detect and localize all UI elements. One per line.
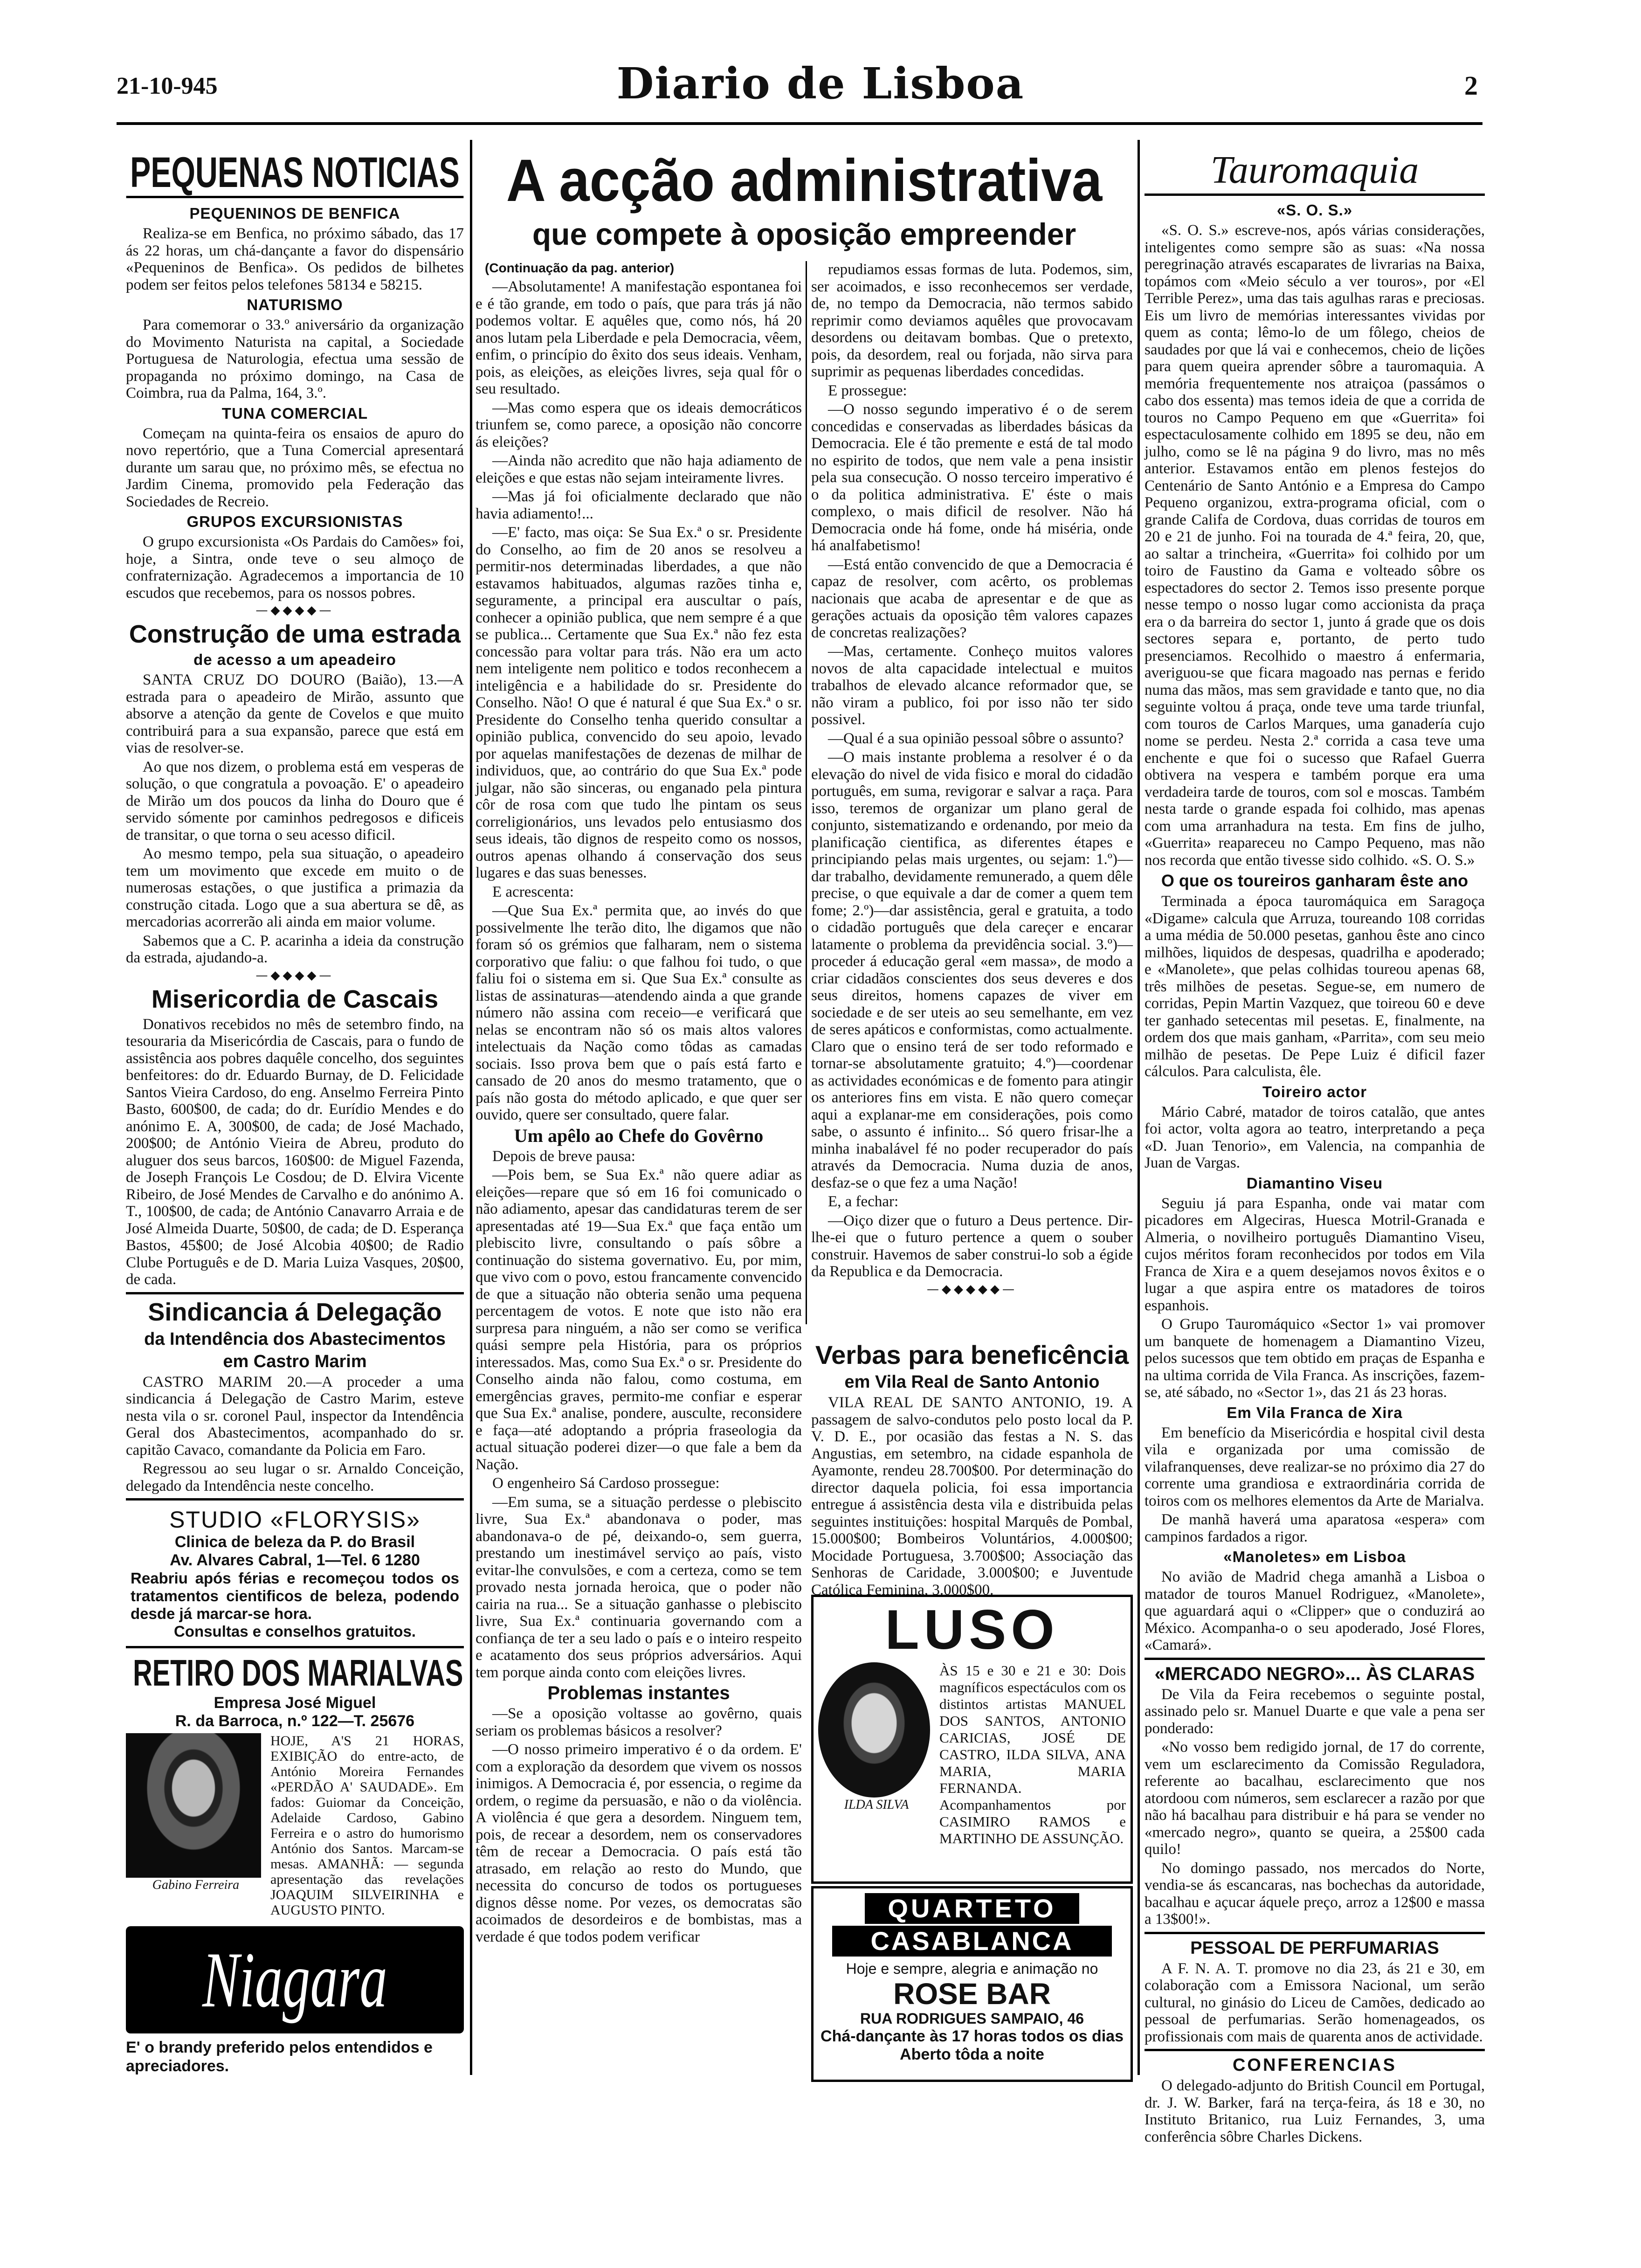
studio-line2: Av. Alvares Cabral, 1—Tel. 6 1280 xyxy=(170,1551,420,1569)
section-rule xyxy=(126,1498,464,1500)
article-paragraph: —O nosso segundo imperativo é o de serem concedidas e conservadas as liberdades básicas da Democracia. Ele é tão premente e está de tal modo no espirito de todos, que nem vale a pena insistir pela sua consecução. O nosso terceiro imperativo é o da politica administrativa. E' éste o mais complexo, o mais dificil de resolver. Não há Democracia onde há fome, onde há miséria, onde há analfabetismo! xyxy=(811,401,1133,554)
verbas-sub: em Vila Real de Santo Antonio xyxy=(844,1372,1100,1392)
separator: —◆◆◆◆◆— xyxy=(927,1282,1017,1296)
studio-line4: Consultas e conselhos gratuitos. xyxy=(174,1623,416,1640)
retiro-text: HOJE, A'S 21 HORAS, EXIBIÇÃO do entre-acto, de António Moreira Fernandes «PERDÃO A' SAUDADE». Em fados: Guiomar da Conceição, Adelaide Cardoso, Gabino Ferreira e o astro do humorismo António dos Santos. Marcam-se mesas. AMANHÃ: — segunda apresentação das revelações JOAQUIM SILVEIRINHA e AUGUSTO PINTO. xyxy=(270,1733,464,1918)
sindicancia-p1: CASTRO MARIM 20.—A proceder a uma sindicancia á Delegação de Castro Marim, esteve nesta vila o sr. coronel Paul, inspector da Intendência Geral dos Abastecimentos, acompanhado do sr. capitão Cavaco, comandante da Policia em Faro. xyxy=(126,1373,464,1459)
article-paragraph: —Mas, certamente. Conheço muitos valores novos de alta capacidade intelectual e muitos trabalhos de elevado alcance reformador que, se não viram a publico, foi por isso não ter sido possivel. xyxy=(811,643,1133,728)
vila-franca-p1: Em benefício da Misericórdia e hospital civil desta vila e organizada por uma comissão de vilafranquenses, deve realizar-se no próximo dia 27 do corrente uma grandiosa e extraordinária corrida de toiros com os melhores elementos da Arte de Marialva. xyxy=(1145,1424,1485,1509)
issue-date: 21-10-945 xyxy=(117,73,218,99)
sindicancia-p2: Regressou ao seu lugar o sr. Arnaldo Conceição, delegado da Intendência neste concelho. xyxy=(126,1460,464,1494)
perfumarias-head: PESSOAL DE PERFUMARIAS xyxy=(1190,1938,1439,1958)
cascais-title: Misericordia de Cascais xyxy=(151,985,439,1013)
naturismo-text: Para comemorar o 33.º aniversário da organização do Movimento Naturista na capital, a Sociedade Portuguesa de Naturologia, efectua uma sessão de propaganda no próximo domingo, na Casa de Coimbra, rua da Palma, 164, 3.º. xyxy=(126,317,464,401)
retiro-title: RETIRO DOS MARIALVAS xyxy=(133,1652,463,1694)
article-paragraph: —Qual é a sua opinião pessoal sôbre o assunto? xyxy=(828,730,1124,747)
article-col-2 xyxy=(811,261,1133,1334)
section-rule xyxy=(1145,2049,1485,2051)
luso-text: ÀS 15 e 30 e 21 e 30: Dois magníficos espectáculos com os distintos artistas MANUEL DOS SANTOS, ANTONIO CARICIAS, JOSÉ DE CASTRO, ILDA SILVA, ANA MARIA, MARIA FERNANDA. Acompanhamentos por CASIMIRO RAMOS e MARTINHO DE ASSUNÇÃO. xyxy=(939,1662,1126,1846)
separator: —◆◆◆◆— xyxy=(255,968,334,982)
quarteto-line3: Hoje e sempre, alegria e animação no xyxy=(846,1960,1098,1977)
luso-title: LUSO xyxy=(885,1598,1059,1661)
estrada-sub: de acesso a um apeadeiro xyxy=(193,651,396,668)
toireiro-text: Mário Cabré, matador de toiros catalão, que antes foi actor, volta agora ao teatro, interpretando a peça «D. Juan Tenorio», em Valencia, na companhia de Juan de Vargas. xyxy=(1145,1103,1485,1171)
article-paragraph: —Ainda não acredito que não haja adiamento de eleições e que estas não sejam inteiramente livres. xyxy=(476,452,802,486)
studio-line1: Clinica de beleza da P. do Brasil xyxy=(174,1533,415,1551)
diamantino-p2: O Grupo Tauromáquico «Sector 1» vai promover um banquete de homenagem a Diamantino Vizeu, pelos sucessos que tem obtido em praças de Espanha e na ultima corrida de Vila Franca. As inscrições, fazem-se, até sábado, no «Sector 1», das 21 ás 23 horas. xyxy=(1145,1316,1485,1401)
mercado-p2: «No vosso bem redigido jornal, de 17 do corrente, vem um esclarecimento da Comissão Reguladora, referente ao bacalhau, esclarecimento que nos atordoou com números, sem esclarecer a razão por que não há bacalhau para distribuir e há para se vender no «mercado negro», quanto se queira, a 25$00 cada quilo! xyxy=(1145,1739,1485,1858)
retiro-line2: R. da Barroca, n.º 122—T. 25676 xyxy=(175,1712,415,1730)
article-paragraph: —Pois bem, se Sua Ex.ª não quere adiar as eleições—repare que só em 16 foi comunicado o não adiamento, apesar das candidaturas terem de ser apresentadas até 19—Sua Ex.ª que faça então um plebiscito livre, consultando o país sôbre a continuação do sistema governativo. Eu, por mim, que vivo com o povo, estou francamente convencido de que a situação não obteria senão uma pequena percentagem de votos. E note que isto não era surpresa para ninguém, a não ser como se verifica quási sempre pela História, para os próprios interessados. Mas, como Sua Ex.ª o sr. Presidente do Conselho ainda não falou, como costuma, em emergências graves, permito-me confiar e esperar que Sua Ex.ª analise, pondere, ausculte, reconsidere e faça—até adoptando a própria fraseologia da actual situação poderei dizer—o que fale a bem da Nação. xyxy=(476,1167,802,1473)
luso-caption: ILDA SILVA xyxy=(844,1798,909,1812)
toureiros-head: O que os toureiros ganharam êste ano xyxy=(1161,871,1469,890)
naturismo-head: NATURISMO xyxy=(247,296,343,313)
verbas-text: VILA REAL DE SANTO ANTONIO, 19. A passagem de salvo-condutos pelo posto local da P. V. D. E., por ocasião das festas a N. S. das Angustias, em setembro, na cidade espanhola de Ayamonte, rendeu 28.700$00. Por determinação do director daquela policia, foi essa importancia entregue á assistência desta vila e distribuida pelas seguintes instituições: hospital Marquês de Pombal, 15.000$00; Bombeiros Voluntários, 4.000$00; Mocidade Portuguesa, 3.700$00; Associação das Senhoras de Caridade, 3.000$00; e Juventude Católica Feminina, 3.000$00. xyxy=(811,1394,1133,1598)
niagara-logo-box xyxy=(126,1926,464,2033)
tauromaquia-title: Tauromaquia xyxy=(1145,147,1485,196)
article-paragraph: Depois de breve pausa: xyxy=(492,1148,635,1165)
sos-head: «S. O. S.» xyxy=(1276,201,1353,219)
quarteto-line5: RUA RODRIGUES SAMPAIO, 46 xyxy=(860,2010,1084,2027)
tuna-head: TUNA COMERCIAL xyxy=(221,404,368,422)
cascais-text: Donativos recebidos no mês de setembro findo, na tesouraria da Misericórdia de Cascais, para o fundo de assistência aos pobres daquêle concelho, dos seguintes benfeitores: do dr. Eduardo Burnay, de D. Felicidade Santos Vieira Cardoso, do eng. Anselmo Ferreira Pinto Basto, 600$00, de cada; do dr. Eurídio Mendes e do anónimo E. A, 300$00, de cada; de José Machado, 200$00; de António Vieira de Abreu, produto do aluguer dos seus barcos, 160$00: de Miguel Fazenda, de Joseph François Le Cosdou; de D. Elvira Vicente Ribeiro, de José Mendes de Carvalho e do anónimo A. T., 100$00, de cada; de António Canavarro Arraia e de José Almeida Duarte, 50$00, de cada; de D. Esperança Bastos, 45$00; de José Alcobia 40$00; de Radio Clube Português e de D. Maria Luiza Vasques, 20$00, de cada. xyxy=(126,1016,464,1288)
article-paragraph: —Oiço dizer que o futuro a Deus pertence. Dir-lhe-ei que o futuro pertence a quem o souber construir. Havemos de saber construi-lo sob a égide da Republica e da Democracia. xyxy=(811,1212,1133,1280)
article-paragraph: —Mas já foi oficialmente declarado que não havia adiamento!... xyxy=(476,488,802,522)
vila-franca-head: Em Vila Franca de Xira xyxy=(1227,1404,1403,1421)
article-paragraph: —Que Sua Ex.ª permita que, ao invés do que possivelmente lhe terão dito, lhe digamos que não foram só os grémios que falharam, nem o sistema corporativo que faliu: o que falhou foi tudo, o que faliu foi o sistema em si. Que Sua Ex.ª consulte as listas de assinaturas—atendendo ainda a que grande número não assina com receio—e verificará que nelas se encontram não só os mais altos valores intelectuais da Nação como tôdas as camadas sociais. Isso prova bem que o país está farto e cansado de 20 anos do mesmo tratamento, que o país não gosta do método aplicado, e que quer ser ouvido, quere ser consultado, quere falar. xyxy=(476,902,802,1123)
quarteto-line6: Chá-dançante às 17 horas todos os dias xyxy=(820,2027,1124,2045)
problemas-head: Problemas instantes xyxy=(547,1683,730,1703)
sindicancia-sub1: da Intendência dos Abastecimentos xyxy=(144,1329,446,1349)
niagara-text: E' o brandy preferido pelos entendidos e apreciadores. xyxy=(126,2039,433,2075)
column-divider xyxy=(1138,140,1140,2075)
article-paragraph: —O mais instante problema a resolver é o da elevação do nivel de vida fisico e moral do cidadão português, em suma, revigorar e salvar a raça. Para isso, teremos de organizar um plano geral de conjunto, sistematizando e ordenando, por meio da planificação cientifica, as diferentes étapes e principiando pelas mais urgentes, ou sejam: 1.º)—dar trabalho, devidamente remunerado, a quem dêle precise, o que equivale a dar de comer a quem tem fome; 2.º)—dar assistência, geral e gratuita, a todo o cidadão português que dela careçer e encarar latamente o problema da previdência social. 3.º)—proceder á educação geral «em massa», de modo a criar cidadãos conscientes dos seus deveres e dos seus direitos, homens capazes de viver em sociedade e de ser uteis ao seu semelhante, em vez de seres apáticos e conformistas, como actualmente. Claro que o ensino terá de ser todo reformado e tornar-se absolutamente gratuito; 4.º)—coordenar as actividades económicas e de fomento para atingir os anteriores fins em vista. E não quero começar aqui a explanar-me em considerações, pois como sabe, o assunto é infinito... Só quero frisar-lhe a minha inabalável fé no poder recuperador do país através da Democracia. Numa duzia de anos, desfaz-se o que fez a uma Nação! xyxy=(811,749,1133,1191)
section-rule xyxy=(1145,1658,1485,1660)
manoletes-text: No avião de Madrid chega amanhã a Lisboa o matador de touros Manuel Rodriguez, «Manolete», que aguardará aqui o «Clipper» que o conduzirá ao México. Acompanha-o o seu apoderado, José Flores, «Camará». xyxy=(1145,1569,1485,1653)
pequeninos-text: Realiza-se em Benfica, no próximo sábado, das 17 ás 22 horas, um chá-dançante a favor do dispensário «Pequeninos de Benfica». Os pedidos de bilhetes podem ser feitos pelos telefones 58134 e 58215. xyxy=(126,225,464,293)
quarteto-line7: Aberto tôda a noite xyxy=(900,2046,1044,2063)
mercado-head: «MERCADO NEGRO»... ÀS CLARAS xyxy=(1154,1663,1475,1684)
section-rule xyxy=(1145,1932,1485,1934)
estrada-p3: Ao mesmo tempo, pela sua situação, o apeadeiro tem um movimento que excede em muito o de numerosas estações, o que justifica a primazia da construção citada. Logo que a sua abertura se dê, as mercadorias acorrerão ali ainda em maior volume. xyxy=(126,845,464,930)
estrada-p4: Sabemos que a C. P. acarinha a ideia da construção da estrada, ajudando-a. xyxy=(126,932,464,966)
article-paragraph: —Absolutamente! A manifestação espontanea foi e é tão grande, em todo o país, que para trás já não podemos voltar. E aquêles que, como nós, há 20 anos lutam pela Liberdade e pela Democracia, vêem, enfim, o princípio do êxito dos seus ideais. Venham, pois, as eleições, as eleições livres, seja qual fôr o seu resultado. xyxy=(476,278,802,397)
toureiros-text: Terminada a época tauromáquica em Saragoça «Digame» calcula que Arruza, toureando 108 corridas a uma média de 50.000 pesetas, ganhou êste ano cinco milhões, liquidos de despesas, quadrilha e apoderado; e «Manolete», que pelas colhidas toureou apenas 68, três milhões de pesetas. Segue-se, em numero de corridas, Pepin Martin Vazquez, que toireou 60 e deve ter ganhado setecentas mil pesetas. E, finalmente, na ordem dos que mais ganham, «Parrita», com seu meio milhão de pesetas. De Pepe Luiz é dificil fazer cálculos. Para calculista, êle. xyxy=(1145,893,1485,1080)
luso-photo xyxy=(818,1662,930,1798)
sindicancia-sub2: em Castro Marim xyxy=(223,1351,367,1371)
toireiro-head: Toireiro actor xyxy=(1262,1083,1367,1100)
article-paragraph: —E' facto, mas oiça: Se Sua Ex.ª o sr. Presidente do Conselho, ao fim de 20 anos se resolveu a permitir-nos determinadas liberdades, a que não estavamos habituados, algumas razões tinha e, seguramente, a principal era auscultar o país, conhecer a opinião publica, que nem sempre é a que se publica... Certamente que Sua Ex.ª não fez esta concessão para voltar para trás. Não era um acto nem inteligente nem politico e todos reconhecem a inteligência e a habilidade do sr. Presidente do Conselho. Não! O que é natural é que Sua Ex.ª o sr. Presidente do Conselho tenha querido consultar a opinião publica, convencido do seu apoio, levado por aquelas manifestações de dezenas de milhar de individuos, que, ao contrário do que Sua Ex.ª pode julgar, não são sinceras, ou enganado pela pintura côr de rosa com que tudo lhe pintam os seus correligionários, uns levados pelo entusiasmo dos seus ideais, tão dignos de respeito como os nossos, outros apenas olhando á conservação dos seus lugares e das suas benesses. xyxy=(476,524,802,881)
conferencias-head: CONFERENCIAS xyxy=(1232,2055,1397,2075)
perfumarias-text: A F. N. A. T. promove no dia 23, ás 21 e 30, em colaboração com a Emissora Nacional, um serão cultural, no ginásio do Liceu de Camões, dedicado ao pessoal de perfumarias. Serão homenageados, os profissionais com mais de quarenta anos de actividade. xyxy=(1145,1960,1485,2045)
retiro-line1: Empresa José Miguel xyxy=(214,1694,376,1712)
niagara-logo: Niagara xyxy=(202,1936,387,2024)
article-paragraph: —O nosso primeiro imperativo é o da ordem. E' com a exploração da desordem que vivem os nossos inimigos. A Democracia é, por essencia, o regime da ordem, o regime da persuasão, e não o da violência. A violência é que gera a desordem. Ninguem tem, pois, de recear a desordem, nem os conservadores têm de recear a Democracia. O país está tão atrasado, em relação ao resto do Mundo, que necessita do concurso de todos os portugueses dignos dêsse nome. Por vezes, os democratas são acoimados de desordeiros e de bombistas, mas a verdade é que todos podem verificar xyxy=(476,1741,802,1945)
article-paragraph: E acrescenta: xyxy=(492,883,574,900)
column-divider xyxy=(470,140,472,2075)
masthead: Diario de Lisboa xyxy=(616,58,1025,109)
grupos-text: O grupo excursionista «Os Pardais do Camões» foi, hoje, a Sintra, onde teve o seu almoço de confraternização. Agradecemos a importancia de 10 escudos que recebemos, para os nossos pobres. xyxy=(126,533,464,602)
continuation-note: (Continuação da pag. anterior) xyxy=(485,261,675,275)
quarteto-line2: CASABLANCA xyxy=(832,1926,1112,1957)
header-rule xyxy=(117,122,1482,125)
vila-franca-p2: De manhã haverá uma aparatosa «espera» com campinos fardados a rigor. xyxy=(1145,1511,1485,1545)
separator: —◆◆◆◆— xyxy=(255,603,334,617)
article-col-1 xyxy=(476,259,802,2077)
section-rule xyxy=(126,1646,464,1648)
main-subhead: que compete à oposição empreender xyxy=(532,217,1076,251)
luso-ad xyxy=(811,1595,1133,1884)
retiro-photo xyxy=(126,1733,261,1878)
article-paragraph: O engenheiro Sá Cardoso prossegue: xyxy=(492,1475,720,1492)
article-paragraph: E prossegue: xyxy=(828,382,907,399)
estrada-p1: SANTA CRUZ DO DOURO (Baião), 13.—A estrada para o apeadeiro de Mirão, assunto que absorve a atenção da gente de Covelos e que muito contribuirá para a sua expansão, parece que está em vias de resolver-se. xyxy=(126,671,464,756)
grupos-head: GRUPOS EXCURSIONISTAS xyxy=(186,513,403,530)
quarteto-line1: QUARTETO xyxy=(865,1893,1079,1924)
mercado-p3: No domingo passado, nos mercados do Norte, vendia-se ás escancaras, nas bochechas da autoridade, bacalhau e açucar áquele preço, arroz a 12$00 e massa a 13$00!». xyxy=(1145,1860,1485,1928)
left-column xyxy=(126,149,464,2084)
sindicancia-title: Sindicancia á Delegação xyxy=(148,1298,442,1326)
sos-text: «S. O. S.» escreve-nos, após várias considerações, inteligentes como sempre são as suas: «Na nossa peregrinação através escaparates de livrarias na Baixa, topámos com «Meio século a ver touros», por «El Terrible Perez», uma das tais agulhas raras e preciosas. Eis um livro de memórias interessantes vividas por quem as conta; lêmo-lo de um fôlego, cheios de saudades por que lá vai e conhecemos, cheio de lições para quem queira aprender sôbre a tauromaquia. A memória frequentemente nos atraiçoa (passámos o cabo dos essenta) mas temos ideia de que a corrida de touros no Campo Pequeno em que «Guerrita» foi espectaculosamente colhido em 1895 se deu, não em julho, como se lê na página 9 do livro, mas no mês anterior. Estavamos então em plenos festejos do Centenário de Santo António e a Empresa do Campo Pequeno organizou, extra-programa oficial, com o grande Califa de Cordova, duas corridas de touros em 20 e 21 de junho. Foi na tourada de 4.ª feira, 20, que, ao saltar a trincheira, «Guerrita» foi colhido por um toiro de Faustino da Gama e volteado sôbre os espectadores do sector 2. Temos isso presente porque nesse tempo o nosso lugar como accionista da praça era o da barreira do sector 1, junto á grade que os dois sectores separa e, portanto, de perto tudo presenciamos. Recolhido o maestro á enfermaria, averiguou-se que ficara magoado nas pernas e ferido numa das mãos, mas sem gravidade e tanto que, no dia seguinte voltou á praça, onde teve uma tarde triunfal, com touros de Carlos Marques, uma ganadería cujo nome se perdeu. Nesta 2.ª corrida a casa teve uma enchente e que foi o sucesso que Rafael Guerra obtivera na vespera e também porque era uma verdadeira tarde de touros, com sol e moscas. Também nesta tarde o grande espada foi colhido, mas apenas com uma arranhadura na testa. Em fins de julho, «Guerrita» reapareceu no Campo Pequeno, mas não nos recorda que então tivesse sido colhido. «S. O. S.» xyxy=(1145,222,1485,869)
studio-title: STUDIO «FLORYSIS» xyxy=(169,1507,421,1533)
pequeninos-head: PEQUENINOS DE BENFICA xyxy=(189,205,400,222)
verbas-article xyxy=(811,1338,1133,1598)
article-paragraph: —Em suma, se a situação perdesse o plebiscito livre, Sua Ex.ª abandonava o poder, mas abandonava-o de pé, deixando-o, sem guerra, prestando um inestimável serviço ao país, visto evitar-lhe convulsões, e com a certeza, como se tem provado nesta jornada heroica, que o poder não cairia na rua... Se a situação ganhasse o plebiscito livre, Sua Ex.ª continuaria governando com a confiança de ter a seu lado o país e o inteiro respeito e acatamento dos seus próprios adversários. Aqui tem porque ainda conto com eleições livres. xyxy=(476,1494,802,1681)
diamantino-p1: Seguiu já para Espanha, onde vai matar com picadores em Algeciras, Huesca Motril-Granada e Almeria, o novilheiro português Diamantino Viseu, cujos méritos foram reconhecidos por todos em Vila Franca de Xira e a quem desejamos novos êxitos e o lugar a que aspira entre os matadores de toiros espanhois. xyxy=(1145,1195,1485,1314)
section-rule xyxy=(126,1292,464,1294)
mercado-p1: De Vila da Feira recebemos o seguinte postal, assinado pelo sr. Manuel Duarte e que vale a pena ser ponderado: xyxy=(1145,1686,1485,1737)
manoletes-head: «Manoletes» em Lisboa xyxy=(1223,1548,1406,1565)
quarteto-line4: ROSE BAR xyxy=(893,1977,1051,2011)
estrada-title: Construção de uma estrada xyxy=(129,620,461,648)
article-paragraph: —Se a oposição voltasse ao govêrno, quais seriam os problemas básicos a resolver? xyxy=(476,1705,802,1739)
studio-line3: Reabriu após férias e recomeçou todos os tratamentos cientificos de beleza, podendo desde já marcar-se hora. xyxy=(131,1570,459,1622)
conferencias-text: O delegado-adjunto do British Council em Portugal, dr. J. W. Barker, fará na terça-feira, ás 18 e 30, no Instituto Britanico, rua Luiz Fernandes, 3, uma conferência sôbre Charles Dickens. xyxy=(1145,2077,1485,2145)
estrada-p2: Ao que nos dizem, o problema está em vesperas de solução, o que congratula a povoação. E' o apeadeiro de Mirão um dos poucos da linha do Douro que é servido sómente por caminhos pedregosos e dificeis de transitar, o que torna o seu acesso dificil. xyxy=(126,758,464,844)
apelo-head: Um apêlo ao Chefe do Govêrno xyxy=(514,1125,764,1146)
page-number: 2 xyxy=(1464,70,1478,101)
pequenas-noticias-title: PEQUENAS NOTICIAS xyxy=(126,149,464,198)
verbas-title: Verbas para beneficência xyxy=(815,1340,1129,1369)
retiro-caption: Gabino Ferreira xyxy=(152,1878,240,1892)
tuna-text: Começam na quinta-feira os ensaios de apuro do novo repertório, que a Tuna Comercial apresentará durante um sarau que, no próximo mês, se efectua no Jardim Cinema, promovido pela Federação das Sociedades de Recreio. xyxy=(126,425,464,510)
article-paragraph: repudiamos essas formas de luta. Podemos, sim, ser acoimados, e isso reconhecemos ser verdade, de, no tempo da Democracia, não termos sabido reprimir como deviamos aquêles que provocavam desordens ou deitavam bombas. Que o pretexto, pois, da desordem, real ou forjada, não sirva para suprimir as pequenas liberdades concedidas. xyxy=(811,261,1133,380)
studio-ad xyxy=(126,1504,464,1642)
main-headline: A acção administrativa xyxy=(506,147,1103,214)
right-column xyxy=(1145,147,1485,2145)
column-divider xyxy=(806,261,807,1324)
article-paragraph: E, a fechar: xyxy=(828,1193,899,1210)
diamantino-head: Diamantino Viseu xyxy=(1246,1174,1383,1192)
quarteto-ad xyxy=(811,1886,1133,2082)
article-paragraph: —Está então convencido de que a Democracia é capaz de resolver, com acêrto, os problemas nacionais que acaba de apresentar e de que as gerações actuais da oposição têm valores capazes de concretas realizações? xyxy=(811,556,1133,641)
article-paragraph: —Mas como espera que os ideais democráticos triunfem se, como parece, a oposição não concorre ás eleições? xyxy=(476,399,802,450)
